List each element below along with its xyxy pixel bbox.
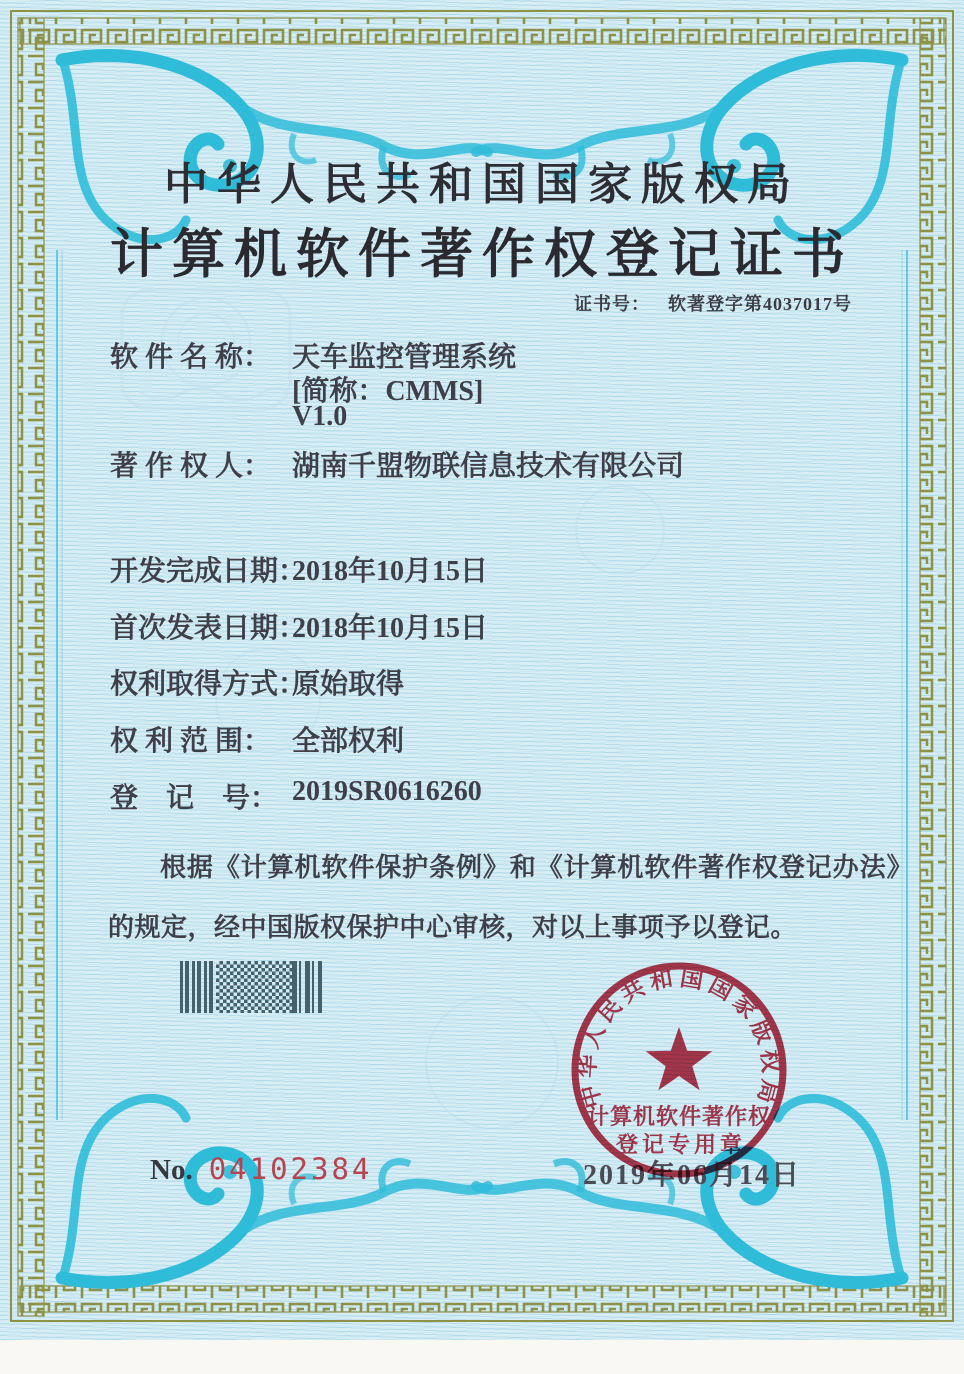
field-label: 权 利 范 围： xyxy=(110,726,272,757)
certificate-number-label: 证书号： xyxy=(574,294,650,314)
serial-prefix: No. xyxy=(150,1154,193,1186)
field-value: 2019SR0616260 xyxy=(292,776,482,807)
seal-star-icon xyxy=(646,1027,713,1090)
scan-bottom-margin xyxy=(0,1340,964,1374)
field-label: 开发完成日期： xyxy=(110,556,307,587)
serial-number: 04102384 xyxy=(208,1152,373,1186)
registration-statement: 根据《计算机软件保护条例》和《计算机软件著作权登记办法》的规定，经中国版权保护中心审核，对以上事项予以登记。 xyxy=(108,853,900,942)
barcode-start-bars xyxy=(180,961,216,1013)
field-label: 首次发表日期： xyxy=(110,613,307,644)
seal-date: 2019年06月14日 xyxy=(583,1160,802,1191)
field-value: 原始取得 xyxy=(292,669,405,700)
barcode-stop-bars xyxy=(292,961,322,1013)
flourish-bottom-left xyxy=(62,1098,488,1282)
field-label: 软 件 名 称： xyxy=(110,342,272,373)
field-value: 全部权利 xyxy=(292,726,405,757)
field-value: 天车监控管理系统 xyxy=(292,342,517,373)
certificate-number-value: 软著登字第4037017号 xyxy=(668,294,852,314)
field-label: 著 作 权 人： xyxy=(110,451,272,482)
seal-ring-text: 中华人民共和国国家版权局 xyxy=(574,965,784,1111)
software-short-name: [简称：CMMS] xyxy=(292,376,484,407)
seal-inner-line2: 登记专用章 xyxy=(615,1132,747,1157)
barcode-matrix xyxy=(216,961,292,1013)
barcode xyxy=(180,961,322,1013)
field-value: 2018年10月15日 xyxy=(292,556,489,587)
official-seal xyxy=(565,956,795,1186)
authority-title: 中华人民共和国国家版权局 xyxy=(164,160,800,209)
certificate-number-line xyxy=(574,290,852,316)
certificate-title: 计算机软件著作权登记证书 xyxy=(110,226,854,284)
seal-inner-line1: 计算机软件著作权 xyxy=(586,1104,772,1129)
field-label: 权利取得方式： xyxy=(110,669,307,700)
field-label: 登 记 号： xyxy=(110,783,279,814)
field-value: 湖南千盟物联信息技术有限公司 xyxy=(292,451,685,482)
serial-number-line xyxy=(150,1152,372,1187)
meander-border-bottom xyxy=(20,1286,944,1312)
field-value: 2018年10月15日 xyxy=(292,613,489,644)
software-version: V1.0 xyxy=(292,401,348,432)
meander-border-top xyxy=(20,18,944,44)
